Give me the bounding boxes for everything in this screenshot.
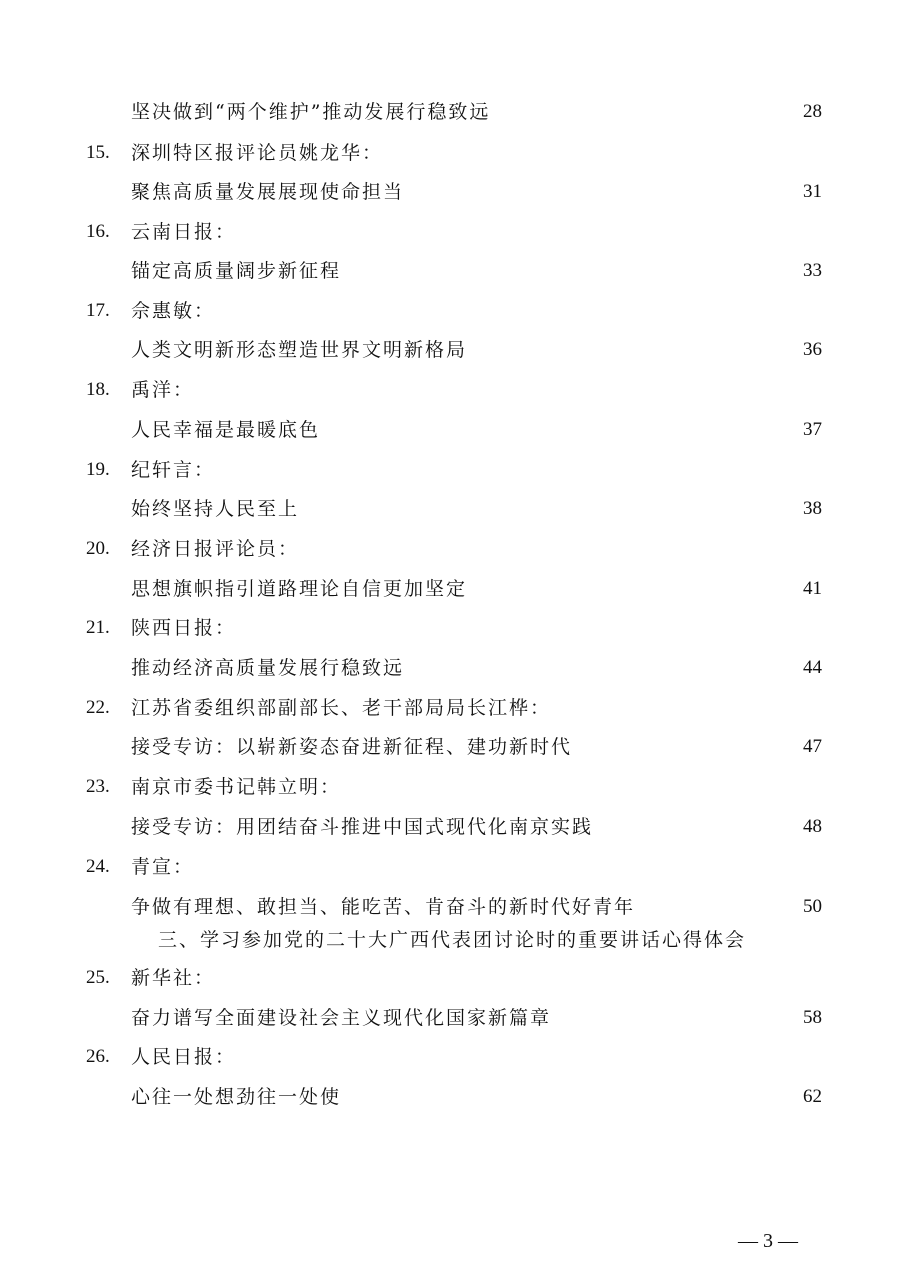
toc-author-line (0, 137, 909, 169)
toc-author-line (0, 533, 909, 565)
section-heading-text: 三、学习参加党的二十大广西代表团讨论时的重要讲话心得体会 (158, 929, 747, 951)
toc-entry-number: 18. (86, 379, 110, 400)
toc-page-number: 48 (803, 816, 822, 837)
toc-entry-author: 江苏省委组织部副部长、老干部局局长江桦： (131, 697, 552, 719)
toc-entry-number: 19. (86, 459, 110, 480)
toc-entry-title: 奋力谱写全面建设社会主义现代化国家新篇章 (131, 1007, 552, 1029)
toc-section-heading (0, 924, 909, 956)
toc-title-line (0, 811, 909, 843)
toc-entry-number: 15. (86, 142, 110, 163)
toc-title-line (0, 731, 909, 763)
toc-title-line (0, 1002, 909, 1034)
toc-title-line (0, 891, 909, 923)
toc-entry-number: 23. (86, 776, 110, 797)
toc-entry-title: 推动经济高质量发展行稳致远 (131, 657, 405, 679)
toc-page-number: 50 (803, 896, 822, 917)
toc-entry-number: 20. (86, 538, 110, 559)
toc-entry-author: 青宣： (131, 856, 195, 878)
toc-page-number: 31 (803, 181, 822, 202)
toc-title-line (0, 1081, 909, 1113)
toc-entry-title: 坚决做到“两个维护”推动发展行稳致远 (131, 101, 491, 123)
toc-page-number: 37 (803, 419, 822, 440)
toc-entry-author: 纪轩言： (131, 459, 216, 481)
toc-entry-title: 思想旗帜指引道路理论自信更加坚定 (131, 578, 468, 600)
toc-entry-title: 聚焦高质量发展展现使命担当 (131, 181, 405, 203)
toc-title-line (0, 652, 909, 684)
toc-entry-title: 人民幸福是最暖底色 (131, 419, 321, 441)
toc-entry-number: 24. (86, 856, 110, 877)
toc-entry-number: 21. (86, 617, 110, 638)
toc-entry-number: 26. (86, 1046, 110, 1067)
toc-author-line (0, 692, 909, 724)
toc-page-number: 36 (803, 339, 822, 360)
toc-entry-number: 22. (86, 697, 110, 718)
toc-title-line (0, 573, 909, 605)
toc-author-line (0, 1041, 909, 1073)
toc-entry-number: 16. (86, 221, 110, 242)
toc-author-line (0, 374, 909, 406)
toc-entry-title: 锚定高质量阔步新征程 (131, 260, 342, 282)
toc-entry-number: 25. (86, 967, 110, 988)
toc-entry-title: 接受专访：以崭新姿态奋进新征程、建功新时代 (131, 736, 573, 758)
toc-page-number: 28 (803, 101, 822, 122)
toc-entry-author: 经济日报评论员： (131, 538, 300, 560)
toc-page-number: 47 (803, 736, 822, 757)
toc-entry-title: 人类文明新形态塑造世界文明新格局 (131, 339, 468, 361)
toc-entry-author: 新华社： (131, 967, 216, 989)
toc-entry-author: 人民日报： (131, 1046, 237, 1068)
toc-author-line (0, 216, 909, 248)
toc-page-number: 33 (803, 260, 822, 281)
toc-page-number: 62 (803, 1086, 822, 1107)
toc-entry-author: 南京市委书记韩立明： (131, 776, 342, 798)
toc-entry-author: 云南日报： (131, 221, 237, 243)
toc-title-line (0, 96, 909, 128)
toc-entry-title: 心往一处想劲往一处使 (131, 1086, 342, 1108)
toc-title-line (0, 255, 909, 287)
toc-entry-title: 始终坚持人民至上 (131, 498, 300, 520)
toc-page-number: 38 (803, 498, 822, 519)
toc-page-number: 44 (803, 657, 822, 678)
toc-author-line (0, 295, 909, 327)
toc-page-number: 58 (803, 1007, 822, 1028)
toc-entry-author: 陕西日报： (131, 617, 237, 639)
toc-entry-author: 禹洋： (131, 379, 195, 401)
toc-author-line (0, 454, 909, 486)
toc-entry-author: 佘惠敏： (131, 300, 216, 322)
toc-title-line (0, 493, 909, 525)
toc-title-line (0, 334, 909, 366)
toc-entry-author: 深圳特区报评论员姚龙华： (131, 142, 384, 164)
toc-title-line (0, 176, 909, 208)
toc-title-line (0, 414, 909, 446)
footer-page-number: — 3 — (738, 1230, 798, 1252)
toc-page-number: 41 (803, 578, 822, 599)
toc-entry-title: 争做有理想、敢担当、能吃苦、肯奋斗的新时代好青年 (131, 896, 636, 918)
toc-author-line (0, 771, 909, 803)
toc-author-line (0, 612, 909, 644)
toc-entry-title: 接受专访：用团结奋斗推进中国式现代化南京实践 (131, 816, 594, 838)
toc-author-line (0, 962, 909, 994)
toc-author-line (0, 851, 909, 883)
toc-entry-number: 17. (86, 300, 110, 321)
